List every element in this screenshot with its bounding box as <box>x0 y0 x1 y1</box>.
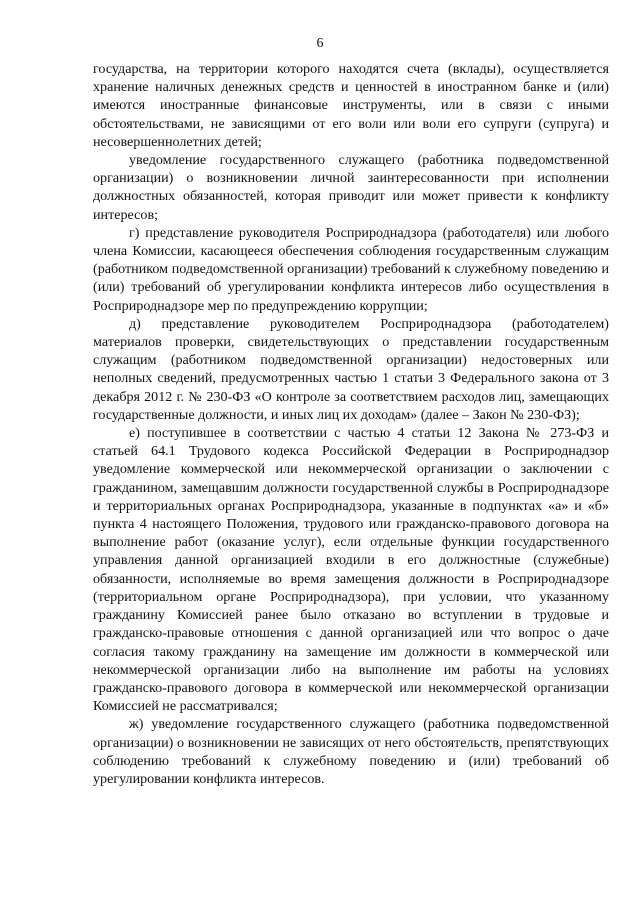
paragraph-item-e: е) поступившее в соответствии с частью 4 статьи 12 Закона № 273-ФЗ и статьей 64.1 Трудового кодекса Российской Федерации в Росприроднадзор уведомление коммерческой или некоммерческой организации о заключении с гражданином, замещавшим должности государственной службы в Росприроднадзоре и территориальных органах Росприроднадзора, указанные в подпунктах «а» и «б» пункта 4 настоящего Положения, трудового или гражданско-правового договора на выполнение работ (оказание услуг), если отдельные функции государственного управления данной организацией входили в его должностные (служебные) обязанности, исполняемые во время замещения должности в Росприроднадзоре (территориальном органе Росприроднадзора), при условии, что указанному гражданину Комиссией ранее было отказано во вступлении в трудовые и гражданско-правовые отношения с данной организацией или что вопрос о даче согласия такому гражданину на замещение им должности в коммерческой или некоммерческой организации либо на выполнение им работы на условиях гражданско-правового договора в коммерческой или некоммерческой организации Комиссией не рассматривался; <box>93 425 609 715</box>
paragraph-item-d: д) представление руководителем Росприроднадзора (работодателем) материалов проверки, свидетельствующих о представлении государственным служащим (работником подведомственной организации) недостоверных или неполных сведений, предусмотренных частью 1 статьи 3 Федерального закона от 3 декабря 2012 г. № 230-ФЗ «О контроле за соответствием расходов лиц, замещающих государственные должности, и иных лиц их доходам» (далее – Закон № 230-ФЗ); <box>93 315 609 423</box>
paragraph-conflict-notice: уведомление государственного служащего (работника подведомственной организации) о возникновении личной заинтересованности при исполнении должностных обязанностей, которая приводит или может привести к конфликту интересов; <box>93 152 609 223</box>
paragraph-continuation: государства, на территории которого находятся счета (вклады), осуществляется хранение наличных денежных средств и ценностей в иностранном банке и (или) имеются иностранные финансовые инструменты, или в связи с иными обстоятельствами, не зависящими от его воли или воли его супруги (супруга) и несовершеннолетних детей; <box>93 61 609 150</box>
page-number: 6 <box>316 36 324 51</box>
paragraph-item-g: г) представление руководителя Росприроднадзора (работодателя) или любого члена Комиссии, касающееся обеспечения соблюдения государственным служащим (работником подведомственной организации) требований к служебному поведению и (или) требований об урегулировании конфликта интересов либо осуществления в Росприроднадзоре мер по предупреждению коррупции; <box>93 224 609 314</box>
document-body <box>93 60 609 788</box>
paragraph-item-zh: ж) уведомление государственного служащего (работника подведомственной организации) о возникновении не зависящих от него обстоятельств, препятствующих соблюдению требований к служебному поведению и (или) требований об урегулировании конфликта интересов. <box>93 716 609 787</box>
